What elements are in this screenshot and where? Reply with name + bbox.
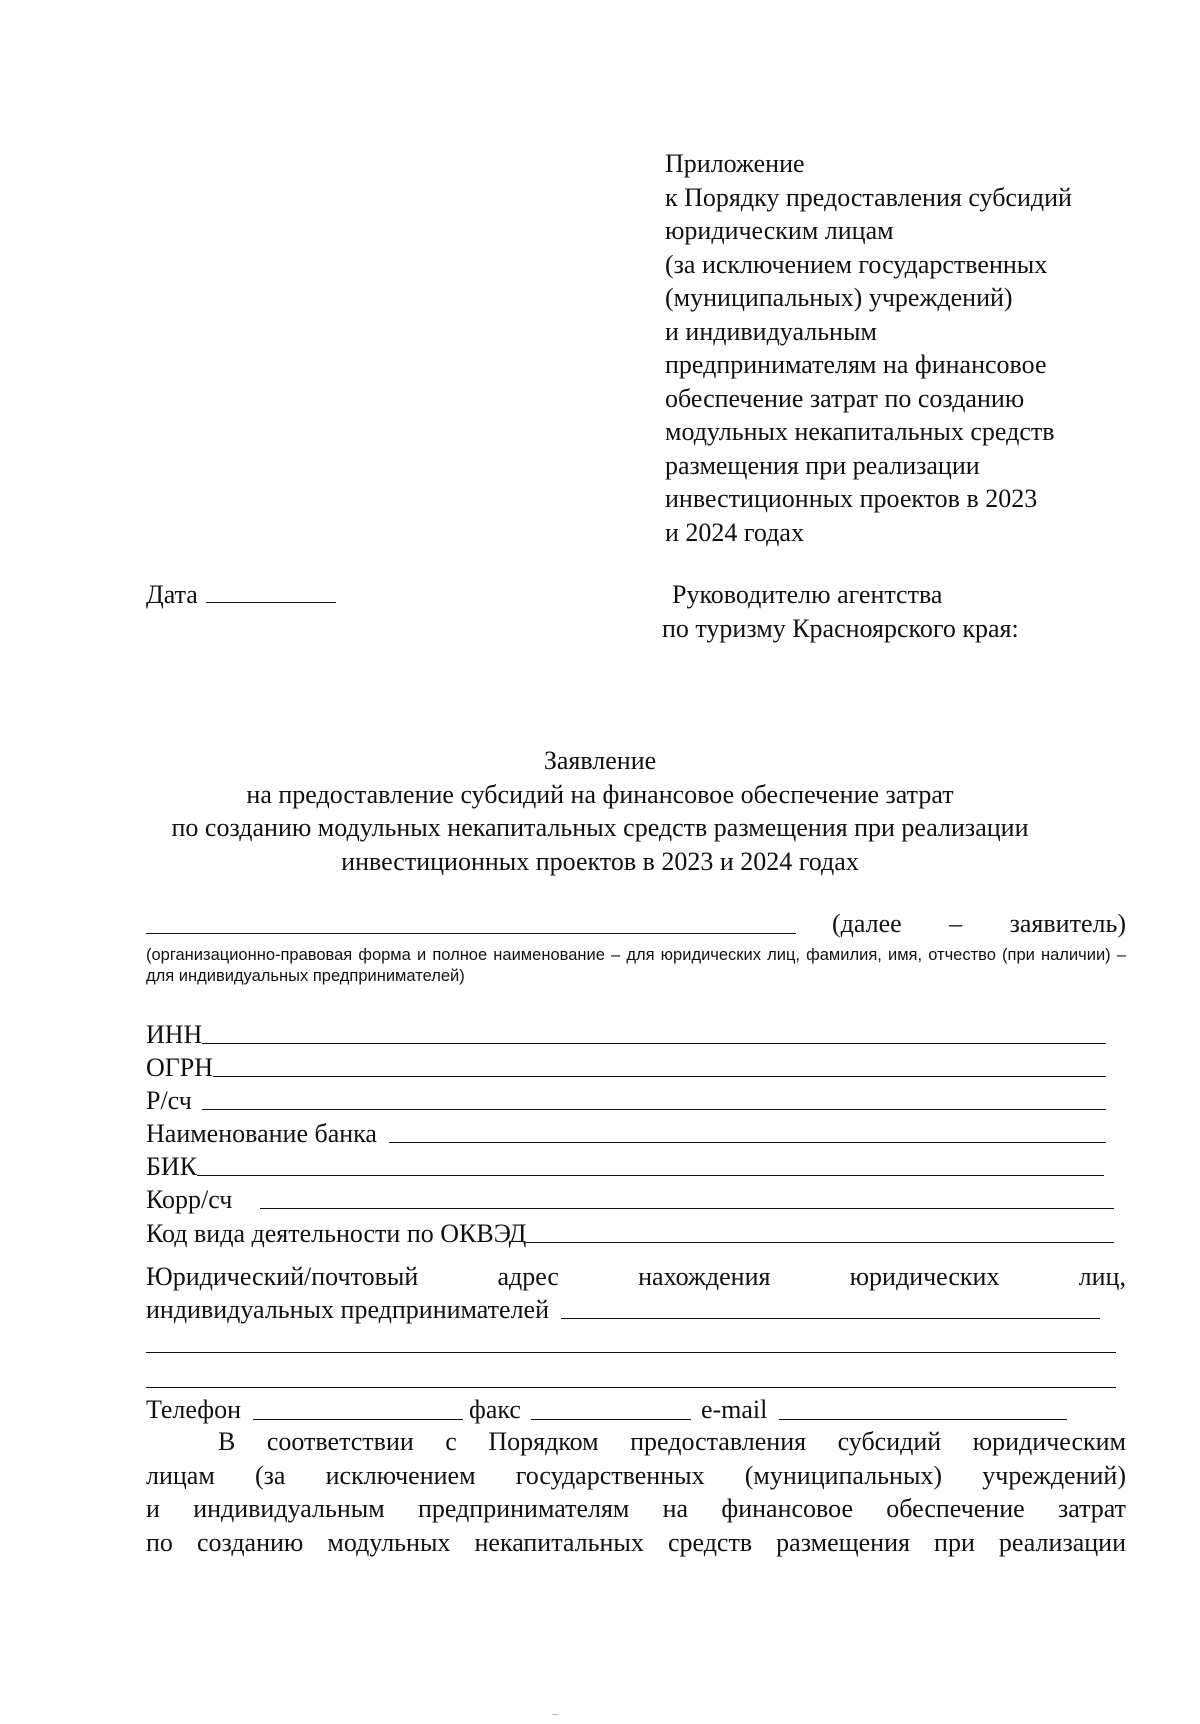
okved-label: Код вида деятельности по ОКВЭД: [146, 1219, 527, 1248]
title-line-2: по созданию модульных некапитальных средств размещения при реализации: [171, 813, 1029, 842]
appendix-line: предпринимателям на финансовое: [665, 350, 1047, 379]
inn-field: [146, 1019, 1106, 1051]
appendix-line: и 2024 годах: [665, 517, 804, 547]
address-blank-line-3[interactable]: [146, 1387, 1116, 1388]
page-footer-mark: [552, 1714, 558, 1715]
email-label: e-mail: [700, 1395, 768, 1424]
address-label: индивидуальных предпринимателей: [146, 1295, 549, 1324]
okved-field: [146, 1218, 1114, 1250]
address-label-row: [146, 1260, 1126, 1294]
fax-label: факс: [469, 1395, 521, 1424]
addressee-block: [662, 578, 1019, 646]
applicant-blank-line[interactable]: [146, 933, 796, 934]
account-label: Р/сч: [146, 1086, 192, 1115]
appendix-block: [665, 147, 1135, 549]
inn-label: ИНН: [146, 1020, 203, 1049]
corr-account-label: Корр/сч: [146, 1185, 233, 1214]
address-word: нахождения: [638, 1262, 771, 1291]
account-field: [146, 1085, 1106, 1117]
addressee-line-2: по туризму Красноярского края:: [662, 614, 1019, 643]
address-word: адрес: [497, 1262, 559, 1291]
ogrn-label: ОГРН: [146, 1053, 214, 1082]
applicant-suffix-close: заявитель): [1009, 909, 1126, 938]
applicant-suffix-dash: –: [949, 909, 963, 938]
title-line-3: инвестиционных проектов в 2023 и 2024 годах: [341, 846, 859, 876]
body-line: лицам (за исключением государственных (муниципальных) учреждений): [146, 1460, 1126, 1490]
appendix-line: к Порядку предоставления субсидий: [665, 182, 1072, 212]
appendix-line: модульных некапитальных средств: [665, 417, 1055, 446]
fax-blank-line[interactable]: [531, 1393, 691, 1420]
contact-row: [146, 1393, 1126, 1427]
bik-blank-line[interactable]: [197, 1151, 1104, 1176]
appendix-line: (за исключением государственных: [665, 249, 1048, 279]
appendix-line: и индивидуальным: [665, 316, 877, 346]
address-word: Юридический/почтовый: [146, 1262, 419, 1291]
address-word: лиц,: [1078, 1262, 1126, 1291]
appendix-line: обеспечение затрат по созданию: [665, 383, 1025, 413]
applicant-note: (организационно-правовая форма и полное наименование – для юридических лиц, фамилия, имя, отчество (при наличии) – для индивидуальных предпринимателей): [146, 946, 1126, 985]
body-line: В соответствии с Порядком предоставления субсидий юридическим: [218, 1427, 1126, 1456]
appendix-line: Приложение: [665, 149, 805, 178]
date-blank-line[interactable]: [206, 580, 336, 603]
phone-label: Телефон: [146, 1395, 242, 1424]
corr-account-blank-line[interactable]: [260, 1184, 1114, 1209]
body-line: и индивидуальным предпринимателям на финансовое обеспечение затрат: [146, 1494, 1126, 1523]
address-word: юридических: [849, 1262, 1000, 1291]
address-field: [146, 1294, 1100, 1326]
okved-blank-line[interactable]: [526, 1218, 1114, 1243]
address-blank-line-2[interactable]: [146, 1352, 1116, 1353]
ogrn-field: [146, 1052, 1106, 1084]
date-label: Дата: [146, 580, 198, 609]
body-paragraph: [146, 1425, 1126, 1559]
applicant-name-field: [146, 909, 1126, 943]
bank-name-label: Наименование банка: [146, 1119, 377, 1148]
appendix-line: юридическим лицам: [665, 216, 894, 245]
ogrn-blank-line[interactable]: [213, 1052, 1106, 1077]
bik-label: БИК: [146, 1152, 198, 1181]
bank-name-blank-line[interactable]: [389, 1118, 1106, 1143]
appendix-line: (муниципальных) учреждений): [665, 283, 1013, 312]
bank-name-field: [146, 1118, 1106, 1150]
date-field: [146, 578, 336, 612]
applicant-suffix: [832, 909, 1126, 939]
title-line-1: на предоставление субсидий на финансовое обеспечение затрат: [246, 779, 954, 809]
appendix-line: размещения при реализации: [665, 450, 980, 480]
email-blank-line[interactable]: [779, 1393, 1067, 1420]
title-heading: Заявление: [543, 746, 657, 775]
inn-blank-line[interactable]: [202, 1019, 1106, 1044]
corr-account-field: [146, 1184, 1114, 1216]
appendix-line: инвестиционных проектов в 2023: [665, 484, 1038, 513]
document-title: [100, 744, 1100, 878]
account-blank-line[interactable]: [202, 1085, 1106, 1110]
body-line: по созданию модульных некапитальных средств размещения при реализации: [146, 1527, 1126, 1557]
applicant-suffix-open: (далее: [832, 909, 902, 938]
bik-field: [146, 1151, 1104, 1183]
phone-blank-line[interactable]: [253, 1393, 463, 1420]
addressee-line-1: Руководителю агентства: [672, 580, 943, 609]
address-blank-line[interactable]: [561, 1294, 1100, 1319]
